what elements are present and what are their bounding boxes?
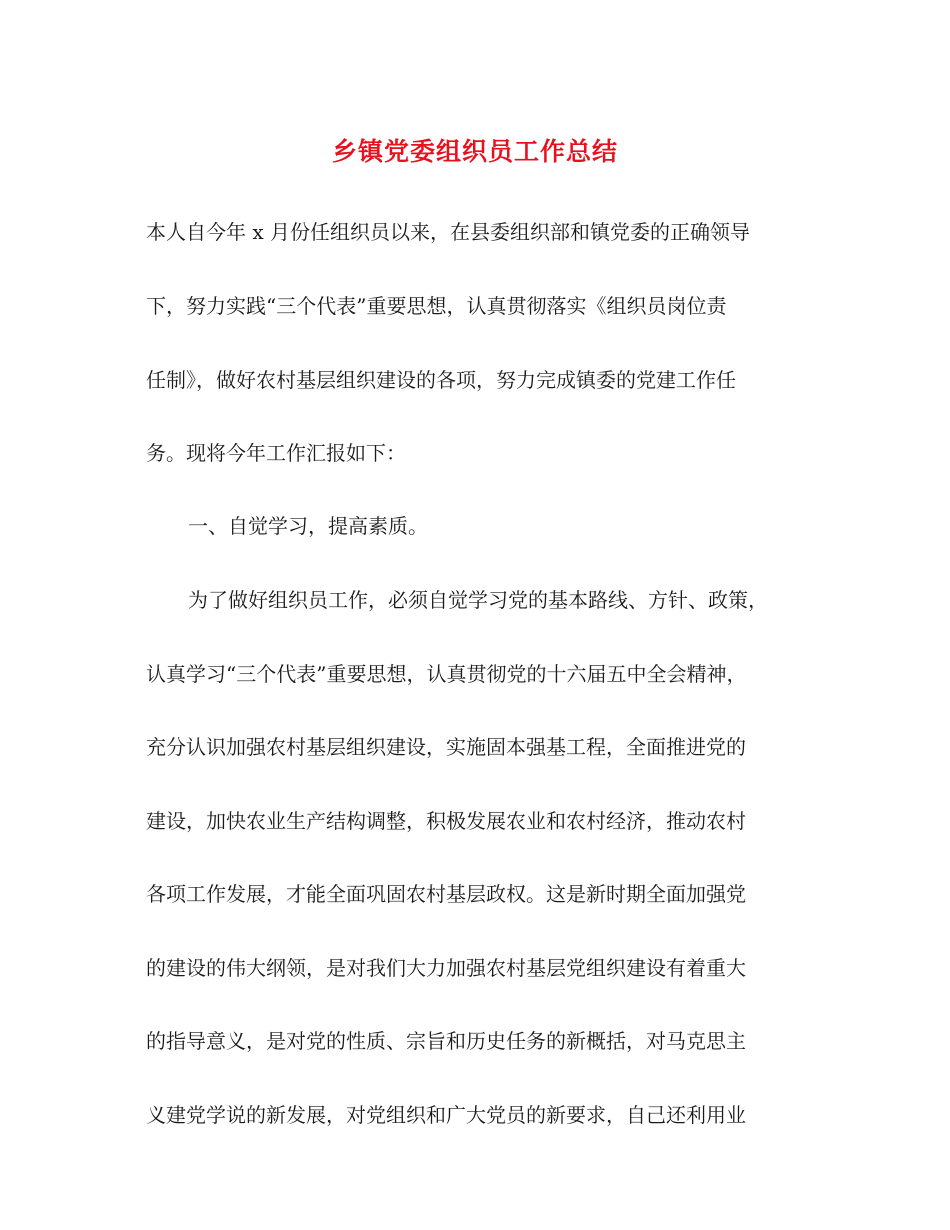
text-line: 下，努力实践“三个代表”重要思想，认真贯彻落实《组织员岗位责 bbox=[146, 294, 727, 318]
text-line: 任制》，做好农村基层组织建设的各项，努力完成镇委的党建工作任 bbox=[146, 368, 736, 392]
section-heading: 一、自觉学习，提高素质。 bbox=[188, 514, 428, 538]
text-line: 义建党学说的新发展，对党组织和广大党员的新要求，自己还利用业 bbox=[146, 1103, 746, 1127]
text-line: 各项工作发展，才能全面巩固农村基层政权。这是新时期全面加强党 bbox=[146, 882, 746, 906]
text-line: 务。现将今年工作汇报如下： bbox=[146, 441, 406, 465]
text-line: 本人自今年 x 月份任组织员以来，在县委组织部和镇党委的正确领导 bbox=[146, 220, 750, 244]
text-line: 为了做好组织员工作，必须自觉学习党的基本路线、方针、政策， bbox=[188, 588, 768, 612]
text-line: 认真学习“三个代表”重要思想，认真贯彻党的十六届五中全会精神， bbox=[146, 662, 747, 686]
text-line: 的建设的伟大纲领，是对我们大力加强农村基层党组织建设有着重大 bbox=[146, 956, 746, 980]
text-line: 的指导意义，是对党的性质、宗旨和历史任务的新概括，对马克思主 bbox=[146, 1029, 746, 1053]
text-line: 充分认识加强农村基层组织建设，实施固本强基工程，全面推进党的 bbox=[146, 735, 746, 759]
document-title: 乡镇党委组织员工作总结 bbox=[331, 137, 618, 166]
text-line: 建设，加快农业生产结构调整，积极发展农业和农村经济，推动农村 bbox=[146, 809, 746, 833]
